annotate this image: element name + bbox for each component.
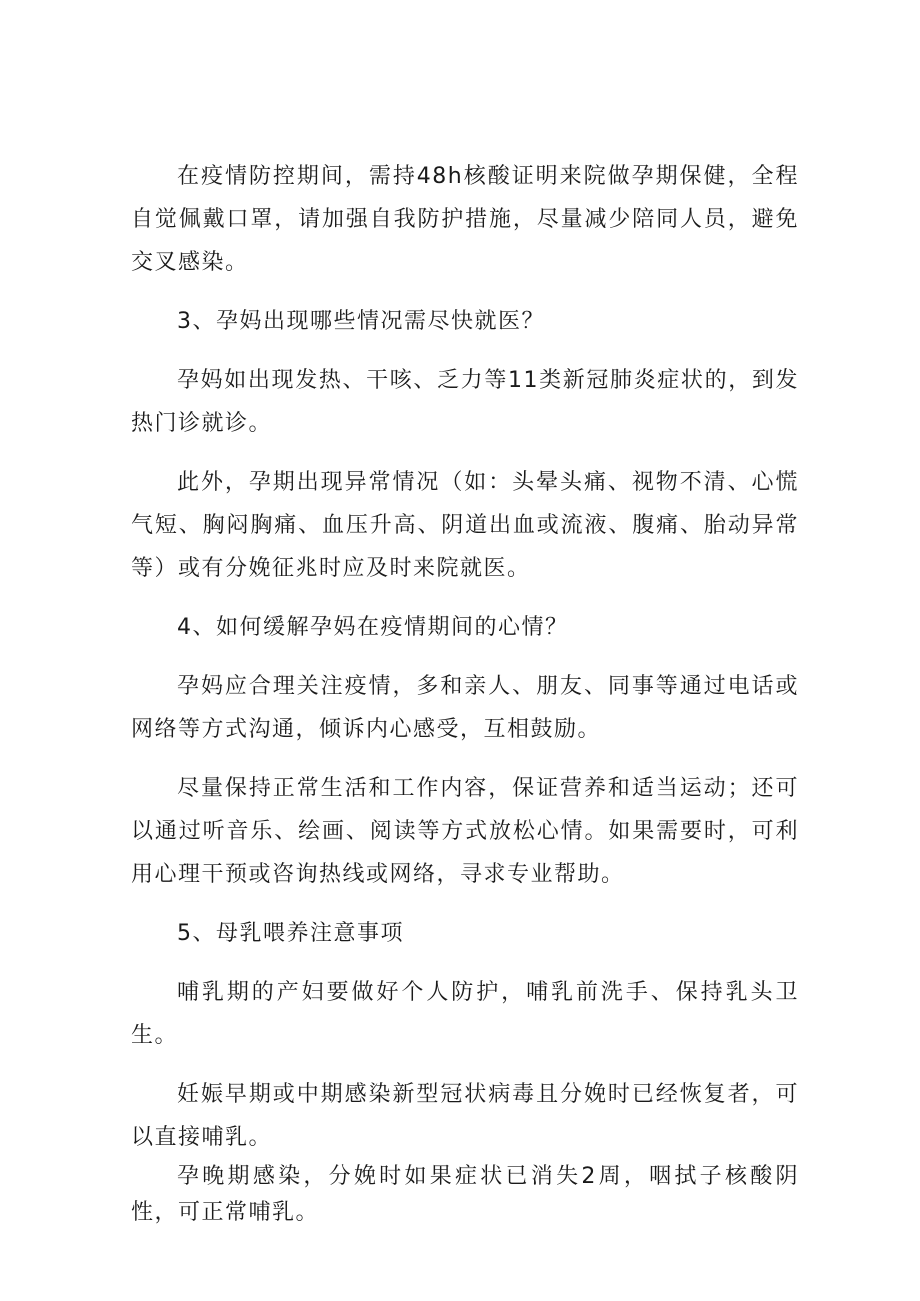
paragraph-normal-life: 尽量保持正常生活和工作内容，保证营养和适当运动；还可以通过听音乐、绘画、阅读等方式放松心情。如果需要时，可利用心理干预或咨询热线或网络，寻求专业帮助。 [131,776,799,887]
paragraph-protection: 在疫情防控期间，需持48h核酸证明来院做孕期保健，全程自觉佩戴口罩，请加强自我防护措施，尽量减少陪同人员，避免交叉感染。 [131,164,799,275]
paragraph-early-infection: 妊娠早期或中期感染新型冠状病毒且分娩时已经恢复者，可以直接哺乳。 [131,1082,799,1150]
heading-relieve-mood: 4、如何缓解孕妈在疫情期间的心情？ [177,615,569,640]
heading-breastfeeding: 5、母乳喂养注意事项 [177,921,404,946]
paragraph-hygiene: 哺乳期的产妇要做好个人防护，哺乳前洗手、保持乳头卫生。 [131,980,799,1048]
paragraph-fever-clinic: 孕妈如出现发热、干咳、乏力等11类新冠肺炎症状的，到发热门诊就诊。 [131,368,799,436]
paragraph-communication: 孕妈应合理关注疫情，多和亲人、朋友、同事等通过电话或网络等方式沟通，倾诉内心感受，互相鼓励。 [131,674,799,742]
paragraph-abnormal-symptoms: 此外，孕期出现异常情况（如：头晕头痛、视物不清、心慌气短、胸闷胸痛、血压升高、阴道出血或流液、腹痛、胎动异常等）或有分娩征兆时应及时来院就医。 [131,470,799,581]
paragraph-late-infection: 孕晚期感染，分娩时如果症状已消失2周，咽拭子核酸阴性，可正常哺乳。 [131,1164,799,1225]
document-body [131,155,799,1231]
heading-when-to-see-doctor: 3、孕妈出现哪些情况需尽快就医？ [177,309,545,334]
